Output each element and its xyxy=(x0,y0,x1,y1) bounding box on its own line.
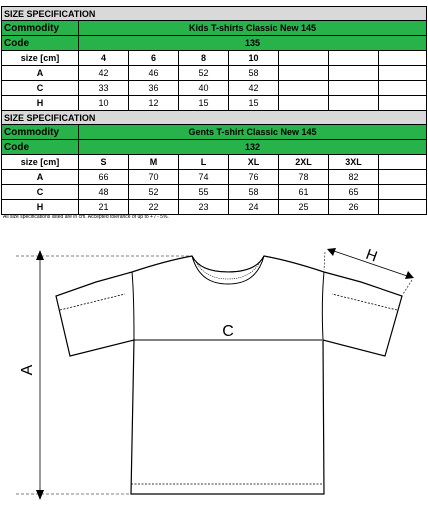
gents-cell: 74 xyxy=(179,170,229,185)
gents-row-label: C xyxy=(1,185,79,200)
kids-cell: 40 xyxy=(179,81,229,96)
gents-cell: 48 xyxy=(79,185,129,200)
kids-size-header xyxy=(379,51,427,66)
gents-size-header: XL xyxy=(229,155,279,170)
gents-spec-title: SIZE SPECIFICATION xyxy=(1,110,427,125)
gents-code-value: 132 xyxy=(79,140,427,155)
table-row xyxy=(1,200,427,215)
kids-size-table xyxy=(1,6,427,111)
kids-cell: 36 xyxy=(129,81,179,96)
kids-cell xyxy=(279,81,329,96)
gents-cell: 61 xyxy=(279,185,329,200)
kids-commodity-label: Commodity xyxy=(1,21,79,36)
tshirt-outline xyxy=(56,256,402,494)
kids-cell: 46 xyxy=(129,66,179,81)
kids-cell: 42 xyxy=(79,66,129,81)
gents-cell: 58 xyxy=(229,185,279,200)
kids-row-label: H xyxy=(1,96,79,111)
kids-size-header: 4 xyxy=(79,51,129,66)
gents-cell: 55 xyxy=(179,185,229,200)
gents-cell: 21 xyxy=(79,200,129,215)
kids-cell xyxy=(379,66,427,81)
gents-cell xyxy=(379,170,427,185)
label-h: H xyxy=(363,245,380,266)
gents-size-header: S xyxy=(79,155,129,170)
kids-cell: 15 xyxy=(229,96,279,111)
kids-cell: 58 xyxy=(229,66,279,81)
gents-size-header-label: size [cm] xyxy=(1,155,79,170)
gents-cell: 25 xyxy=(279,200,329,215)
tolerance-note: All size specifications listed are in cm. Accepted tolerance of up to + / - 5%. xyxy=(3,214,169,220)
label-c: C xyxy=(222,323,234,340)
gents-cell: 23 xyxy=(179,200,229,215)
gents-size-header: 2XL xyxy=(279,155,329,170)
kids-cell xyxy=(329,66,379,81)
kids-cell xyxy=(379,81,427,96)
kids-cell: 15 xyxy=(179,96,229,111)
kids-cell: 42 xyxy=(229,81,279,96)
tshirt-diagram xyxy=(0,232,428,512)
kids-cell: 10 xyxy=(79,96,129,111)
gents-cell: 24 xyxy=(229,200,279,215)
kids-cell: 12 xyxy=(129,96,179,111)
kids-size-header: 8 xyxy=(179,51,229,66)
table-row xyxy=(1,96,427,111)
gents-size-header: L xyxy=(179,155,229,170)
kids-code-value: 135 xyxy=(79,36,427,51)
gents-size-header: M xyxy=(129,155,179,170)
table-row xyxy=(1,170,427,185)
kids-size-header: 10 xyxy=(229,51,279,66)
gents-cell: 82 xyxy=(329,170,379,185)
table-row xyxy=(1,185,427,200)
gents-row-label: H xyxy=(1,200,79,215)
gents-code-label: Code xyxy=(1,140,79,155)
gents-size-table xyxy=(1,110,427,215)
gents-cell: 22 xyxy=(129,200,179,215)
kids-size-header xyxy=(279,51,329,66)
kids-code-label: Code xyxy=(1,36,79,51)
gents-commodity-label: Commodity xyxy=(1,125,79,140)
gents-size-header: 3XL xyxy=(329,155,379,170)
kids-cell: 52 xyxy=(179,66,229,81)
label-a: A xyxy=(19,364,36,376)
gents-cell: 78 xyxy=(279,170,329,185)
kids-size-header-label: size [cm] xyxy=(1,51,79,66)
kids-cell xyxy=(279,96,329,111)
gents-cell: 52 xyxy=(129,185,179,200)
gents-row-label: A xyxy=(1,170,79,185)
table-row xyxy=(1,66,427,81)
table-row xyxy=(1,81,427,96)
gents-size-header xyxy=(379,155,427,170)
gents-commodity-value: Gents T-shirt Classic New 145 xyxy=(79,125,427,140)
kids-row-label: C xyxy=(1,81,79,96)
gents-cell xyxy=(379,185,427,200)
gents-cell: 65 xyxy=(329,185,379,200)
kids-cell xyxy=(329,96,379,111)
kids-cell xyxy=(329,81,379,96)
kids-commodity-value: Kids T-shirts Classic New 145 xyxy=(79,21,427,36)
kids-cell: 33 xyxy=(79,81,129,96)
gents-cell: 66 xyxy=(79,170,129,185)
kids-size-header xyxy=(329,51,379,66)
kids-size-header: 6 xyxy=(129,51,179,66)
gents-cell xyxy=(379,200,427,215)
kids-cell xyxy=(279,66,329,81)
gents-cell: 76 xyxy=(229,170,279,185)
gents-cell: 26 xyxy=(329,200,379,215)
kids-row-label: A xyxy=(1,66,79,81)
kids-spec-title: SIZE SPECIFICATION xyxy=(1,6,427,21)
gents-cell: 70 xyxy=(129,170,179,185)
kids-cell xyxy=(379,96,427,111)
